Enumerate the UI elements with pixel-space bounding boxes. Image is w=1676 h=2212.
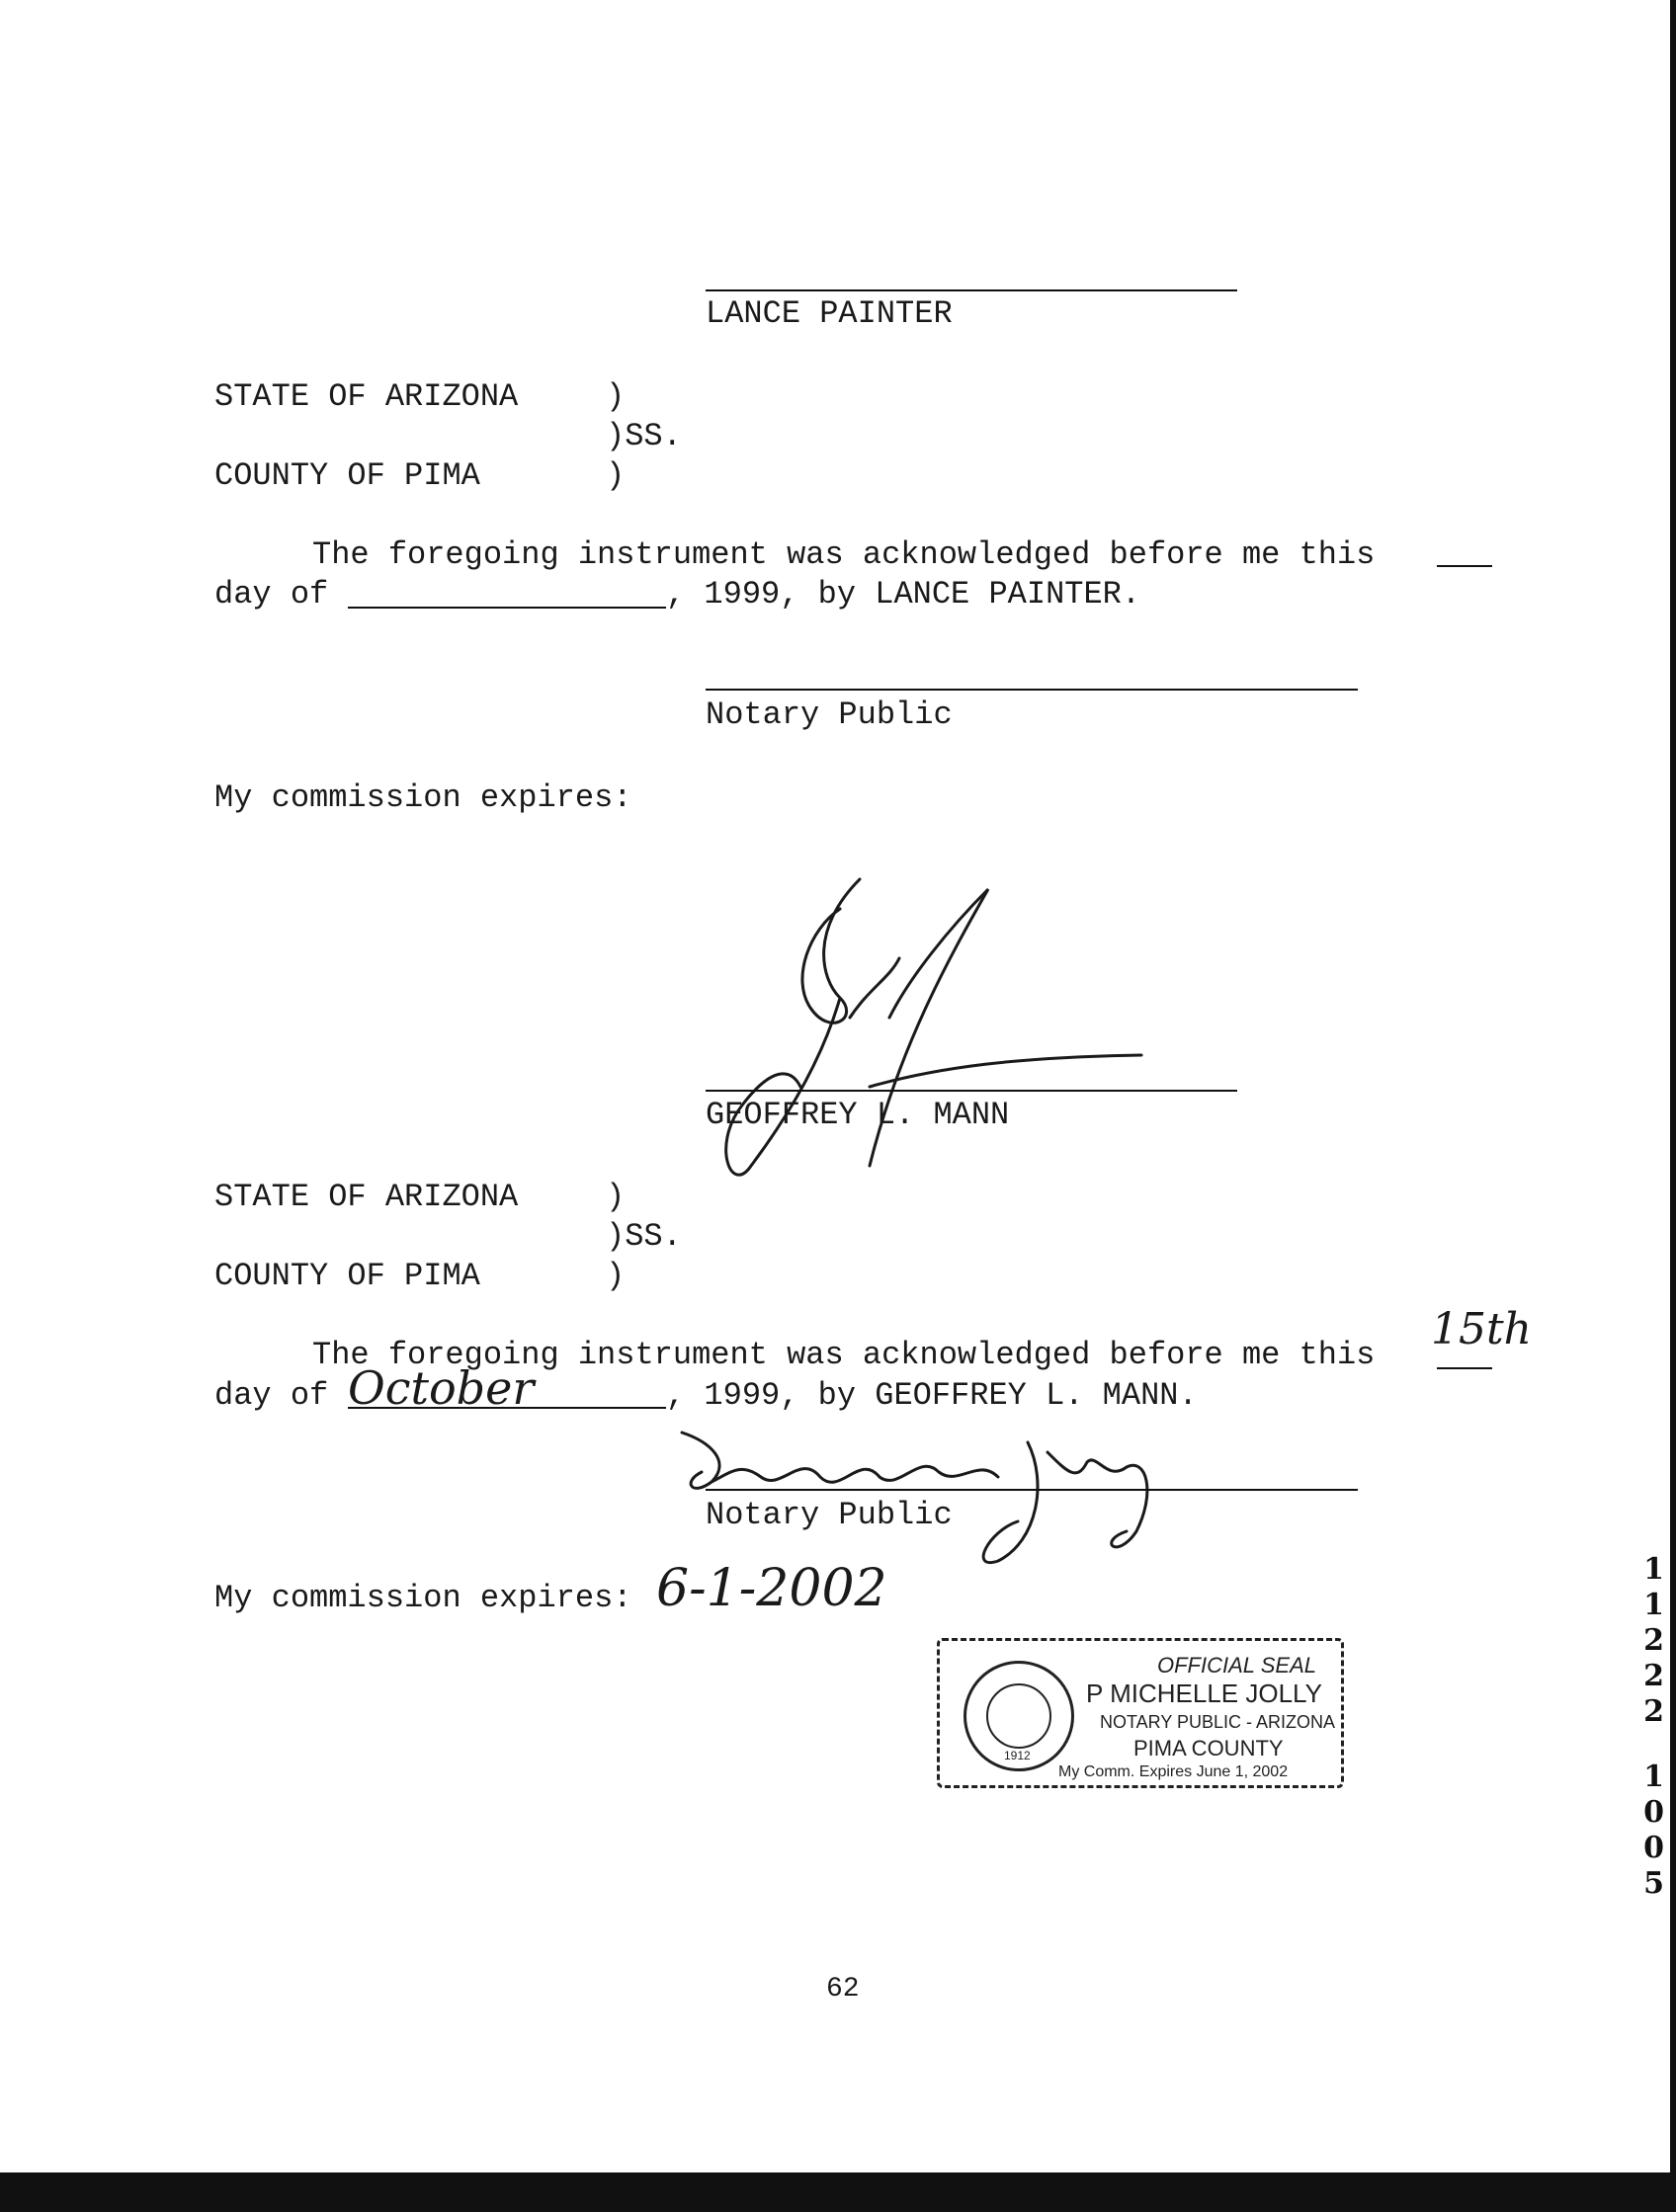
side-digit: 2 (1643, 1623, 1664, 1658)
side-digit: 1 (1643, 1760, 1664, 1794)
notary-public-label: Notary Public (706, 696, 953, 733)
paren: ) (606, 457, 626, 494)
side-digit: 2 (1643, 1659, 1664, 1693)
emblem-year: 1912 (1004, 1749, 1031, 1762)
handwritten-day: 15th (1431, 1304, 1533, 1354)
paren: ) (606, 1179, 626, 1215)
emblem-center (986, 1683, 1051, 1749)
page-number: 62 (826, 1974, 860, 2005)
commission-expires-label: My commission expires: (214, 779, 632, 816)
handwritten-expiry: 6-1-2002 (656, 1559, 887, 1618)
notary-public-label: Notary Public (706, 1497, 953, 1533)
county-label: COUNTY OF PIMA (214, 1258, 480, 1294)
side-digit: 2 (1643, 1694, 1664, 1729)
state-label: STATE OF ARIZONA (214, 1179, 519, 1215)
acknowledgment-text: The foregoing instrument was acknowledged before me this (312, 1337, 1376, 1373)
handwritten-month: October (348, 1361, 535, 1415)
day-of-label: day of (214, 576, 329, 613)
day-of-label: day of (214, 1377, 329, 1414)
signer-name-geoffrey: GEOFFREY L. MANN (706, 1097, 1010, 1133)
signature-line-lance (706, 289, 1237, 291)
official-notary-seal (937, 1638, 1344, 1788)
signature-line-geoffrey (706, 1090, 1237, 1092)
paren: ) (606, 1258, 626, 1294)
seal-state-line: NOTARY PUBLIC - ARIZONA (1100, 1712, 1336, 1732)
seal-title: OFFICIAL SEAL (1157, 1653, 1316, 1678)
ss-label: )SS. (606, 418, 682, 454)
acknowledgment-suffix: , 1999, by LANCE PAINTER. (666, 576, 1141, 613)
seal-notary-name: P MICHELLE JOLLY (1086, 1679, 1322, 1708)
month-blank (348, 607, 666, 609)
day-blank (1437, 565, 1492, 567)
commission-expires-label: My commission expires: (214, 1580, 632, 1616)
acknowledgment-suffix: , 1999, by GEOFFREY L. MANN. (666, 1377, 1198, 1414)
state-seal-emblem (964, 1661, 1074, 1771)
seal-county-line: PIMA COUNTY (1133, 1736, 1284, 1761)
geoffrey-signature (692, 869, 1166, 1186)
scan-edge-right (1670, 0, 1676, 2212)
state-label: STATE OF ARIZONA (214, 378, 519, 415)
acknowledgment-text: The foregoing instrument was acknowledged before me this (312, 536, 1376, 573)
side-digit: 0 (1643, 1795, 1664, 1830)
notary-signature-line (706, 689, 1358, 691)
seal-expiry-line: My Comm. Expires June 1, 2002 (1058, 1763, 1289, 1780)
signer-name-lance: LANCE PAINTER (706, 295, 953, 332)
side-digit: 1 (1643, 1588, 1664, 1622)
scan-edge-bottom (0, 2172, 1676, 2212)
county-label: COUNTY OF PIMA (214, 457, 480, 494)
notary-signature-line (706, 1489, 1358, 1491)
day-blank (1437, 1367, 1492, 1369)
side-digit: 5 (1643, 1866, 1664, 1901)
side-digit: 0 (1643, 1831, 1664, 1865)
ss-label: )SS. (606, 1218, 682, 1255)
paren: ) (606, 378, 626, 415)
side-digit: 1 (1643, 1552, 1664, 1587)
